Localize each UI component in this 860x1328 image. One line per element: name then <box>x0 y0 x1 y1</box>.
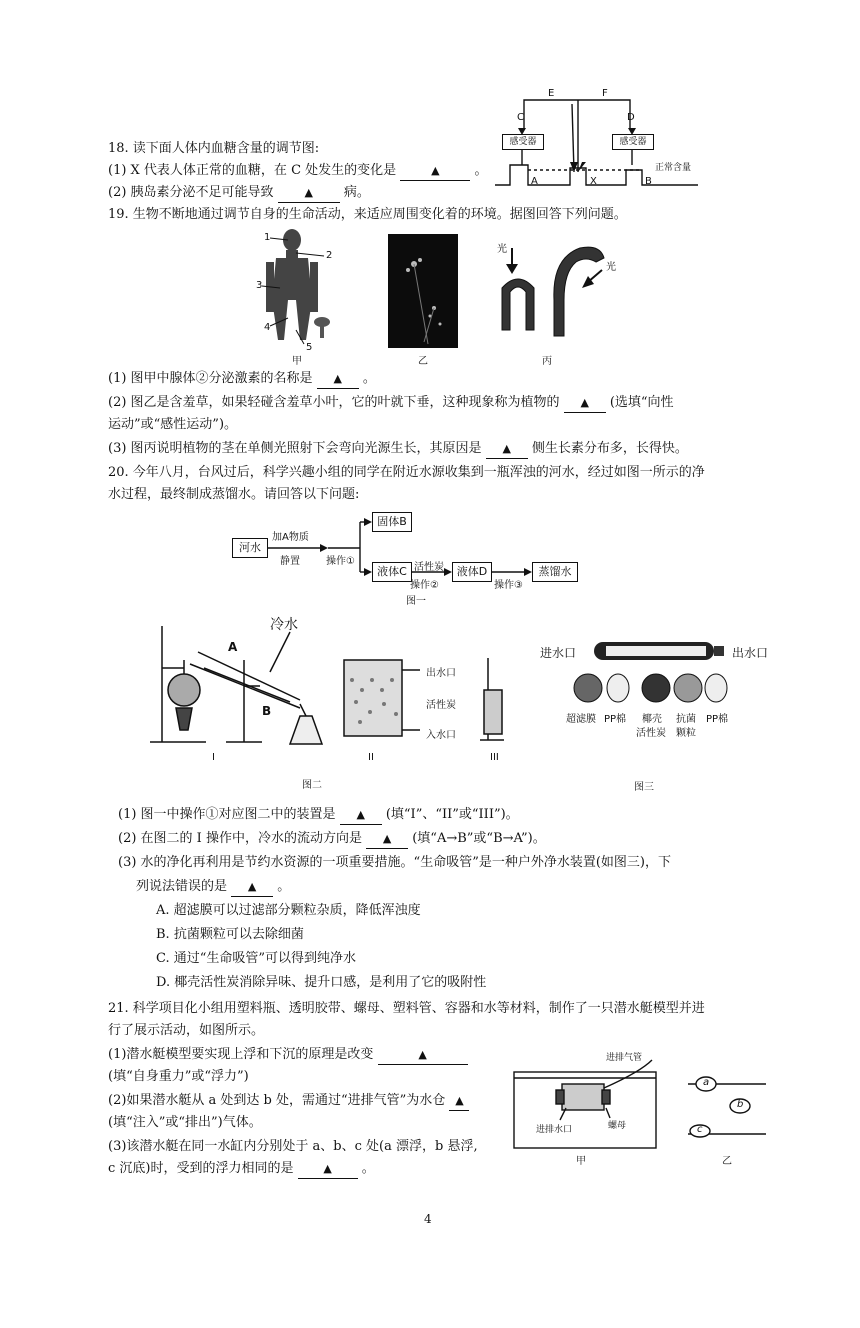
q21-part2: (2)如果潜水艇从 a 处到达 b 处，需通过“进排气管”为水仓 ▲ <box>108 1092 469 1111</box>
answer-blank[interactable]: ▲ <box>564 394 606 413</box>
q19-part3: (3) 图丙说明植物的茎在单侧光照射下会弯向光源生长，其原因是 ▲ 侧生长素分布多，长得快。 <box>108 440 688 459</box>
q20-part2: (2) 在图二的 I 操作中，冷水的流动方向是 ▲ (填“A→B”或“B→A”)。 <box>118 830 546 849</box>
straw-inlet-label: 进水口 <box>540 646 577 660</box>
fig-bing-caption: 丙 <box>542 356 552 367</box>
q20-option-d[interactable]: D. 椰壳活性炭消除异味、提升口感，是利用了它的吸附性 <box>156 975 487 990</box>
q20-title-line1: 20. 今年八月，台风过后，科学兴趣小组的同学在附近水源收集到一瓶浑浊的河水，经过如图一所示的净 <box>108 465 705 480</box>
flow-op1: 操作① <box>326 556 355 567</box>
position-c-label: c <box>697 1124 703 1135</box>
label-d: D <box>627 112 635 123</box>
label-a: A <box>531 176 538 187</box>
answer-blank[interactable]: ▲ <box>378 1046 468 1065</box>
q20-option-a[interactable]: A. 超滤膜可以过滤部分颗粒杂质，降低浑浊度 <box>156 903 421 918</box>
label-1: 1 <box>264 232 271 243</box>
port-a-label: A <box>228 640 238 654</box>
layer-coconut-carbon: 活性炭 <box>636 728 666 739</box>
fig3-caption: 图三 <box>634 782 654 793</box>
answer-blank[interactable]: ▲ <box>400 162 470 181</box>
label-5: 5 <box>306 342 313 353</box>
q21-part1: (1)潜水艇模型要实现上浮和下沉的原理是改变 ▲ <box>108 1046 468 1065</box>
water-inlet-label: 进排水口 <box>536 1125 573 1135</box>
flow-settle: 静置 <box>280 556 300 567</box>
answer-blank[interactable]: ▲ <box>366 830 408 849</box>
label-normal-level: 正常含量 <box>655 163 692 173</box>
fig2-caption: 图二 <box>302 780 322 791</box>
label-x: X <box>590 176 597 187</box>
answer-blank[interactable]: ▲ <box>340 806 382 825</box>
answer-blank[interactable]: ▲ <box>317 370 359 389</box>
fig-jia-caption-q21: 甲 <box>576 1156 586 1167</box>
flow-liquid-c: 液体C <box>372 562 412 582</box>
flow-solid-b: 固体B <box>372 512 412 532</box>
layer-ultrafiltration: 超滤膜 <box>566 714 596 725</box>
flow-carbon: 活性炭 <box>414 562 444 573</box>
inlet-label: 入水口 <box>426 730 456 741</box>
label-c: C <box>517 112 524 123</box>
label-b: B <box>645 176 652 187</box>
q21-title-line1: 21. 科学项目化小组用塑料瓶、透明胶带、螺母、塑料管、容器和水等材料，制作了一只潜水艇模型并进 <box>108 1001 705 1016</box>
answer-blank[interactable]: ▲ <box>449 1092 469 1111</box>
layer-antibacterial-granules: 颗粒 <box>676 728 696 739</box>
outlet-label: 出水口 <box>426 668 456 679</box>
page-number: 4 <box>424 1212 432 1226</box>
nut-label: 螺母 <box>608 1121 627 1131</box>
q21-title-line2: 行了展示活动，如图所示。 <box>108 1023 265 1038</box>
flow-op3: 操作③ <box>494 580 523 591</box>
flow-river-water: 河水 <box>232 538 268 558</box>
q19-part2: (2) 图乙是含羞草，如果轻碰含羞草小叶，它的叶就下垂，这种现象称为植物的 ▲ (选填“向性 <box>108 394 674 413</box>
answer-blank[interactable]: ▲ <box>278 184 340 203</box>
layer-antibacterial: 抗菌 <box>676 714 696 725</box>
q21-part3: (3)该潜水艇在同一水缸内分别处于 a、b、c 处(a 漂浮，b 悬浮, <box>108 1139 478 1154</box>
layer-coconut: 椰壳 <box>642 714 662 725</box>
apparatus-iii-label: III <box>490 752 499 763</box>
q20-option-b[interactable]: B. 抗菌颗粒可以去除细菌 <box>156 927 304 942</box>
q20-option-c[interactable]: C. 通过“生命吸管”可以得到纯净水 <box>156 951 357 966</box>
apparatus-i-label: I <box>212 752 215 763</box>
position-b-label: b <box>737 1099 744 1110</box>
label-f: F <box>602 88 608 99</box>
flow-op2: 操作② <box>410 580 439 591</box>
carbon-label: 活性炭 <box>426 700 456 711</box>
q21-part3-cont: c 沉底)时，受到的浮力相同的是 ▲ 。 <box>108 1160 375 1179</box>
label-3: 3 <box>256 280 263 291</box>
q20-part3-cont: 列说法错误的是 ▲ 。 <box>136 878 290 897</box>
q21-part1-cont: (填“自身重力”或“浮力”) <box>108 1069 249 1084</box>
q20-part3: (3) 水的净化再利用是节约水资源的一项重要措施。“生命吸管”是一种户外净水装置(如图三)，下 <box>118 855 671 870</box>
fig1-caption: 图一 <box>406 596 426 607</box>
layer-pp-cotton-1: PP棉 <box>604 714 627 725</box>
apparatus-ii-label: II <box>368 752 374 763</box>
sensor-left: 感受器 <box>502 134 544 150</box>
q18-title: 18. 读下面人体内血糖含量的调节图: <box>108 141 320 156</box>
flow-distilled-water: 蒸馏水 <box>532 562 578 582</box>
layer-pp-cotton-2: PP棉 <box>706 714 729 725</box>
label-4: 4 <box>264 322 271 333</box>
fig-yi-caption: 乙 <box>418 356 428 367</box>
fig-jia-caption: 甲 <box>292 356 302 367</box>
cold-water-label: 冷水 <box>270 617 298 633</box>
q21-part2-cont: (填“注入”或“排出”)气体。 <box>108 1115 262 1130</box>
light-label-left: 光 <box>497 244 507 255</box>
q19-title: 19. 生物不断地通过调节自身的生命活动，来适应周围变化着的环境。据图回答下列问题。 <box>108 207 627 222</box>
position-a-label: a <box>703 1077 710 1088</box>
straw-outlet-label: 出水口 <box>732 646 769 660</box>
label-2: 2 <box>326 250 333 261</box>
q18-part1: (1) X 代表人体正常的血糖，在 C 处发生的变化是 ▲ 。 <box>108 162 487 181</box>
q19-part1: (1) 图甲中腺体②分泌激素的名称是 ▲ 。 <box>108 370 376 389</box>
fig-yi-caption-q21: 乙 <box>722 1156 732 1167</box>
answer-blank[interactable]: ▲ <box>486 440 528 459</box>
q20-part1: (1) 图一中操作①对应图二中的装置是 ▲ (填“I”、“II”或“III”)。 <box>118 806 519 825</box>
intake-exhaust-pipe-label: 进排气管 <box>606 1053 643 1063</box>
flow-liquid-d: 液体D <box>452 562 492 582</box>
port-b-label: B <box>262 704 272 718</box>
answer-blank[interactable]: ▲ <box>231 878 273 897</box>
flow-add-a: 加A物质 <box>272 532 309 543</box>
answer-blank[interactable]: ▲ <box>298 1160 358 1179</box>
sensor-right: 感受器 <box>612 134 654 150</box>
q20-title-line2: 水过程，最终制成蒸馏水。请回答以下问题: <box>108 487 360 502</box>
q18-part2: (2) 胰岛素分泌不足可能导致 ▲ 病。 <box>108 184 370 203</box>
light-label-right: 光 <box>606 262 616 273</box>
q19-part2-cont: 运动”或“感性运动”)。 <box>108 417 238 432</box>
label-e: E <box>548 88 555 99</box>
